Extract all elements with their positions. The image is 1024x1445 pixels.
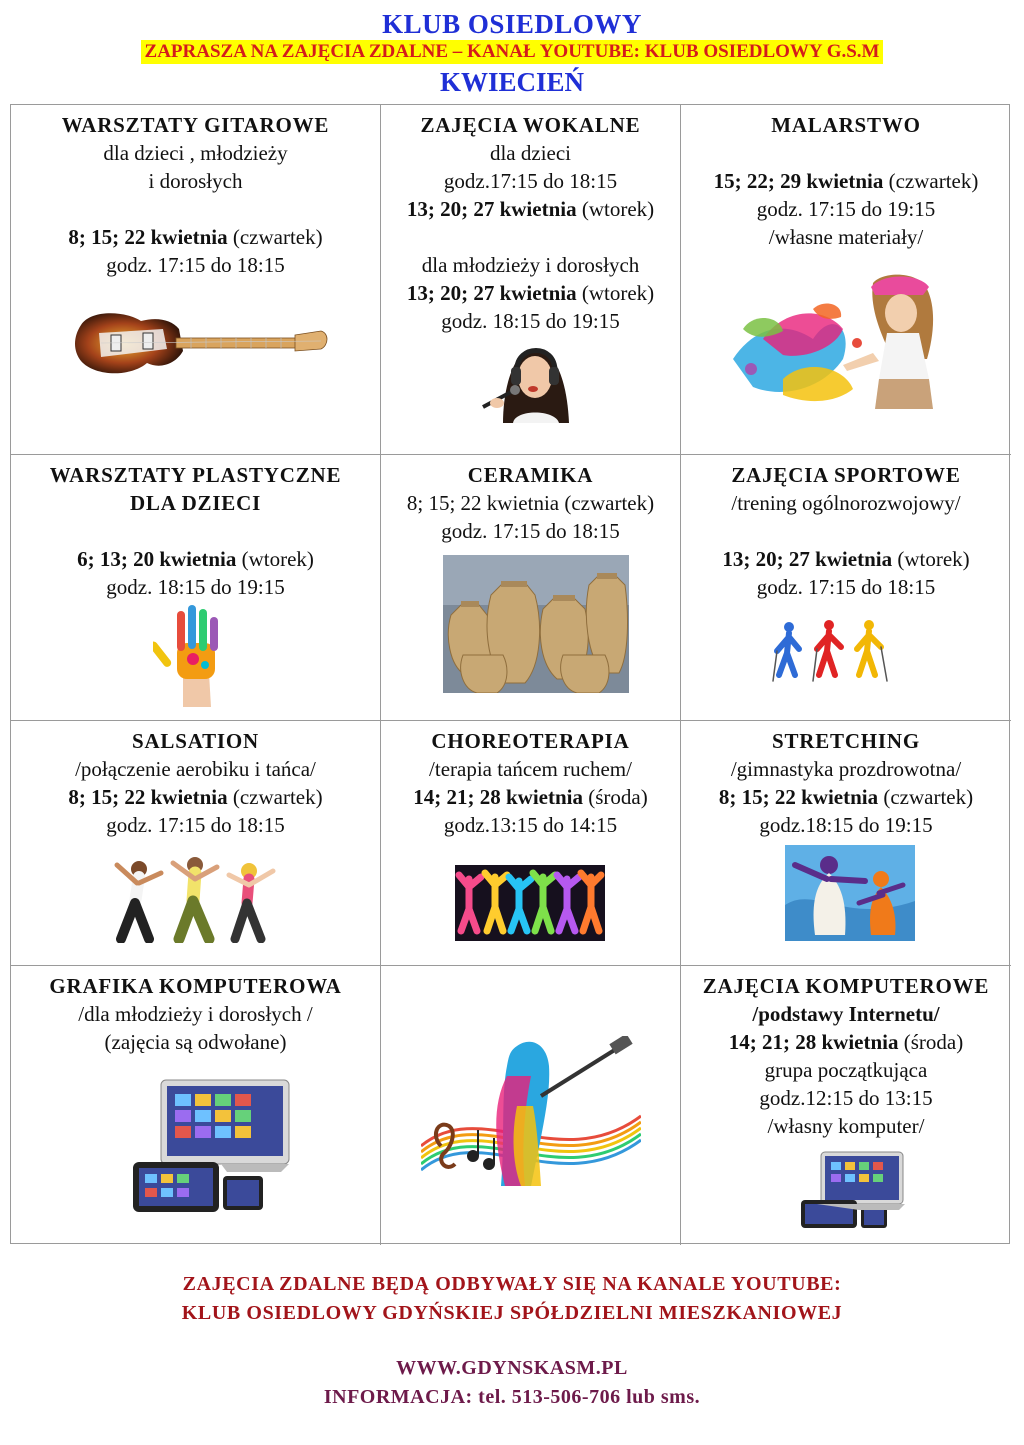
nordic-walkers-image (769, 617, 893, 683)
cell-vocal: ZAJĘCIA WOKALNE dla dzieci godz.17:15 do 18:15 13; 20; 27 kwietnia (wtorek) dla młodzieży i dorosłych 13; 20; 27 kwietnia (wtorek) godz. 18:15 do 19:15 (381, 105, 681, 455)
cell-guitar: WARSZTATY GITAROWE dla dzieci , młodzieży i dorosłych 8; 15; 22 kwietnia (czwartek) godz. 17:15 do 18:15 (11, 105, 381, 455)
cell-music (381, 966, 681, 1245)
cell-title: STRETCHING (771, 729, 921, 753)
footer-line-1: ZAJĘCIA ZDALNE BĘDĄ ODBYWAŁY SIĘ NA KANALE YOUTUBE: (182, 1273, 842, 1295)
contact-info: INFORMACJA: tel. 513-506-706 lub sms. (323, 1386, 701, 1408)
cell-title: ZAJĘCIA SPORTOWE (731, 463, 961, 487)
singer-image (473, 339, 583, 423)
cell-title: CERAMIKA (467, 463, 594, 487)
footer-contact (0, 1354, 1024, 1412)
cell-title: CHOREOTERAPIA (431, 729, 630, 753)
page-title: KLUB OSIEDLOWY (382, 9, 642, 39)
dance-silhouettes-image (455, 865, 605, 941)
page-subtitle: ZAPRASZA NA ZAJĘCIA ZDALNE – KANAŁ YOUTUBE: KLUB OSIEDLOWY G.S.M (141, 40, 884, 64)
electric-guitar-image (71, 305, 331, 380)
cell-computer: ZAJĘCIA KOMPUTEROWE /podstawy Internetu/ 14; 21; 28 kwietnia (środa) grupa początkująca godz.12:15 do 13:15 /własny komputer/ (681, 966, 1011, 1245)
cell-title: MALARSTWO (771, 113, 921, 137)
computer-devices-image (131, 1076, 291, 1218)
cell-art: WARSZTATY PLASTYCZNE DLA DZIECI 6; 13; 20 kwietnia (wtorek) godz. 18:15 do 19:15 (11, 455, 381, 721)
painted-hand-image (153, 603, 237, 707)
laptop-devices-image (799, 1150, 905, 1230)
month-title: KWIECIEŃ (439, 67, 585, 97)
cell-choreo: CHOREOTERAPIA /terapia tańcem ruchem/ 14; 21; 28 kwietnia (środa) godz.13:15 do 14:15 (381, 721, 681, 966)
schedule-table (10, 104, 1010, 1244)
music-art-image (421, 1036, 641, 1188)
tai-chi-image (785, 845, 915, 941)
cell-title: GRAFIKA KOMPUTEROWA (49, 974, 342, 998)
cell-painting: MALARSTWO 15; 22; 29 kwietnia (czwartek) godz. 17:15 do 19:15 /własne materiały/ (681, 105, 1011, 455)
cell-title: WARSZTATY GITAROWE (61, 113, 330, 137)
cell-title: ZAJĘCIA KOMPUTEROWE (702, 974, 990, 998)
cell-title: WARSZTATY PLASTYCZNE (49, 463, 342, 487)
painter-girl-image (723, 269, 953, 409)
page-header (0, 8, 1024, 98)
dancers-image (105, 853, 281, 943)
clay-pots-image (443, 555, 629, 693)
cell-title: SALSATION (131, 729, 260, 753)
cell-ceramics: CERAMIKA 8; 15; 22 kwietnia (czwartek) godz. 17:15 do 18:15 (381, 455, 681, 721)
cell-graphics: GRAFIKA KOMPUTEROWA /dla młodzieży i dorosłych / (zajęcia są odwołane) (11, 966, 381, 1245)
cell-stretching: STRETCHING /gimnastyka prozdrowotna/ 8; 15; 22 kwietnia (czwartek) godz.18:15 do 19:15 (681, 721, 1011, 966)
footer-notice (0, 1270, 1024, 1328)
website-link[interactable]: WWW.GDYNSKASM.PL (396, 1357, 628, 1379)
cell-title: ZAJĘCIA WOKALNE (420, 113, 641, 137)
footer-line-2: KLUB OSIEDLOWY GDYŃSKIEJ SPÓŁDZIELNI MIESZKANIOWEJ (181, 1302, 843, 1324)
cell-sport: ZAJĘCIA SPORTOWE /trening ogólnorozwojowy/ 13; 20; 27 kwietnia (wtorek) godz. 17:15 do 18:15 (681, 455, 1011, 721)
cell-salsation: SALSATION /połączenie aerobiku i tańca/ 8; 15; 22 kwietnia (czwartek) godz. 17:15 do 18:15 (11, 721, 381, 966)
